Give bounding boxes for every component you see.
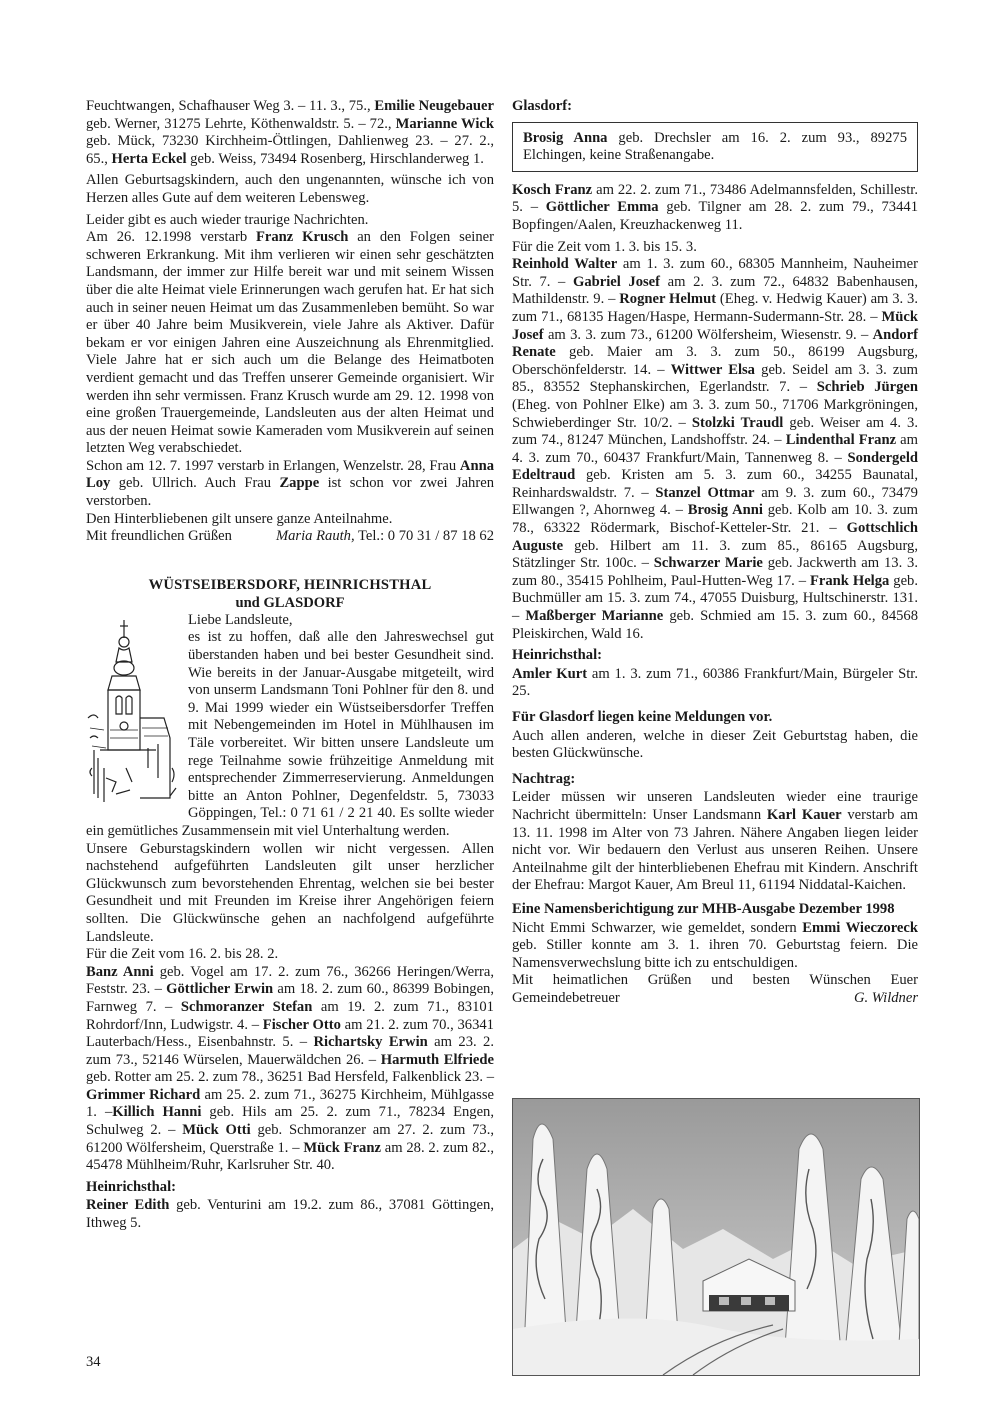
paragraph-heinrichsthal-right: Amler Kurt am 1. 3. zum 71., 60386 Frankfurt/Main, Bürgeler Str. 25.: [512, 665, 918, 700]
boxed-birthday-notice: Brosig Anna geb. Drechsler am 16. 2. zum 93., 89275 Elchingen, keine Straßenangabe.: [512, 122, 918, 172]
paragraph-best-wishes: Auch allen anderen, welche in dieser Zeit Geburtstag haben, die besten Glückwünsche.: [512, 727, 918, 762]
greeting-dear-countrymen: Liebe Landsleute,: [188, 611, 293, 628]
page-number: 34: [86, 1354, 101, 1370]
paragraph-birthday-intro: Unsere Geburstagskindern wollen wir nicht vergessen. Allen nachstehend aufgeführten Landsleuten gilt unser herzlicher Glückwunsch zum bevorstehenden Ehrentag, welchen sie bei bester Gesundheit und mit Freunden im Kreise ihrer Angehörigen feiern sollten. Die Glückwünsche gehen an nachfolgend aufgeführte Landsleute.: [86, 840, 494, 945]
paragraph-condolences: Den Hinterbliebenen gilt unsere ganze Anteilnahme.: [86, 510, 393, 527]
paragraph-sad-news: Leider gibt es auch wieder traurige Nachrichten.: [86, 211, 369, 228]
paragraph-signature-rauth: Mit freundlichen Grüßen Maria Rauth, Tel.: 0 70 31 / 87 18 62: [86, 528, 494, 545]
paragraph-birthdays-march: Reinhold Walter am 1. 3. zum 60., 68305 Mannheim, Nauheimer Str. 7. – Gabriel Josef am 2. 3. zum 72., 64832 Babenhausen, Mathildenstr. 9. – Rogner Helmut (Eheg. v. Hedwig Kauer) am 3. 3. zum 71., 68135 Hagen/Haspe, Hermann-Sudermann-Str. 28. – Mück Josef am 3. 3. zum 73., 61200 Wölfersheim, Wiesenstr. 9. – Andorf Renate geb. Maier am 3. 3. zum 50., 86199 Augsburg, Oberschönfelderstr. 14. – Wittwer Elsa geb. Seidel am 3. 3. zum 85., 83552 Stephanskirchen, Egerlandstr. 7. – Schrieb Jürgen (Eheg. von Pohlner Elke) am 3. 3. zum 50., 71706 Markgröningen, Schwieberdinger Str. 10/2. – Stolzki Traudl geb. Weiser am 4. 3. zum 74., 81247 München, Landshoffstr. 24. – Lindenthal Franz am 4. 3. zum 70., 60437 Frankfurt/Main, Tannenweg 8. – Sondergeld Edeltraud geb. Kristen am 5. 3. zum 60., 34255 Baunatal, Reinhardswaldstr. 7. – Stanzel Ottmar am 9. 3. zum 60., 73479 Ellwangen ?, Ahornweg 4. – Brosig Anni geb. Kolb am 10. 3. zum 78., 63322 Rödermark, Bischof-Ketteler-Str. 21. – Gottschlich Auguste geb. Hilbert am 11. 3. zum 85., 86165 Augsburg, Stätzlinger Str. 100c. – Schwarzer Marie geb. Jackwerth am 13. 3. zum 80., 35415 Pohlheim, Paul-Hutten-Weg 17. – Frank Helga geb. Buchmüller am 15. 3. zum 74., 47055 Duisburg, Hultschinerstr. 131. – Maßberger Marianne geb. Schmied am 15. 3. zum 60., 84568 Pleiskirchen, Wald 16.: [512, 256, 919, 642]
paragraph-meeting-announcement: es ist zu hoffen, daß alle den Jahreswechsel gut überstanden haben und bei bester Gesundheit sind. Wie bereits in der Januar-Ausgabe mitgeteilt, wird von unserm Landsmann Toni Pohlner für den 8. und 9. Mai 1999 wieder ein Wüstseibersdorfer Treffen mit Nebengemeinden im Hotel in Mühlhausen im Täle vorbereitet. Wir bitten unsere Landsleute um rege Teilnahme sowie frühzeitige Anmeldung mit entsprechender Zimmerreservierung. Anmeldungen bitte an Anton Pohlner, Degenfeldstr. 5, 73033 Göppingen, Tel.: 0 71 61 / 2 21 40. Es sollte wieder ein gemütliches Zusammensein mit viel Unterhaltung werden.: [86, 629, 494, 839]
paragraph-glasdorf-feb: Kosch Franz am 22. 2. zum 71., 73486 Adelmannsfelden, Schillestr. 5. – Göttlicher Emma geb. Tilgner am 28. 2. zum 79., 73441 Bopfingen/Aalen, Kreuzhackenweg 11.: [512, 181, 918, 233]
paragraph-wishes: Allen Geburtsagskindern, auch den ungenannten, wünsche ich von Herzen alles Gute auf dem weiteren Lebensweg.: [86, 172, 494, 206]
signature-wildner: G. Wildner: [853, 989, 918, 1006]
heading-no-reports: Für Glasdorf liegen keine Meldungen vor.: [512, 709, 773, 725]
winter-landscape-photo: [512, 1098, 920, 1376]
paragraph-correction: Nicht Emmi Schwarzer, wie gemeldet, sondern Emmi Wieczoreck geb. Stiller konnte am 3. 1. ihren 70. Geburtstag feiern. Die Namensverwechslung bitte ich zu entschuldigen.: [512, 919, 919, 971]
heading-nachtrag: Nachtrag:: [512, 770, 576, 787]
paragraph-obituary-krusch: Am 26. 12.1998 verstarb Franz Krusch an den Folgen seiner schweren Erkrankung. Mit ihm verlieren wir einen sehr geschätzten Landsmann, der immer zur Hilfe bereit war und mit seinem Wissen über die alte Heimat viele Erinnerungen wach gerufen hat. Er hat sich auch in seiner neuen Heimat um das Zusammenleben bemüht. So war er über 40 Jahre beim Musikverein, viele Jahre als Aktiver. Dafür bekam er vor einigen Jahren eine Auszeichnung als Ehrenmitglied. Viele Jahre hat er sich auch um die Belange des Heimatboten verdient gemacht und das Treffen unserer Gemeinde organisiert. Wir werden ihn sehr vermissen. Franz Krusch wurde am 29. 12. 1998 von eine großen Trauergemeinde, Landsleuten aus der alten Heimat und aus der neuen Heimat sowie Kameraden vom Musikverein auf seinen letzten Weg verabschiedet.: [86, 229, 494, 457]
section-subtitle: und GLASDORF: [235, 594, 345, 611]
paragraph-obituary-loy: Schon am 12. 7. 1997 verstarb in Erlangen, Wenzelstr. 28, Frau Anna Loy geb. Ullrich. Auch Frau Zappe ist schon vor zwei Jahren verstorben.: [86, 457, 494, 510]
paragraph-heinrichsthal-left: Reiner Edith geb. Venturini am 19.2. zum 86., 37081 Göttingen, Ithweg 5.: [86, 1197, 494, 1232]
left-column: [86, 98, 494, 1233]
paragraph-birthdays-feb: Banz Anni geb. Vogel am 17. 2. zum 76., 36266 Heringen/Werra, Feststr. 23. – Göttlicher Erwin am 18. 2. zum 60., 86399 Bobingen, Farnweg 7. – Schmoranzer Stefan am 19. 2. zum 71., 83101 Rohrdorf/Inn, Ludwigstr. 4. – Fischer Otto am 21. 2. zum 70., 36341 Lauterbach/Hess., Eisenbahnstr. 5. – Richartsky Erwin am 23. 2. zum 73., 52146 Würselen, Mauerwäldchen 26. – Harmuth Elfriede geb. Rotter am 25. 2. zum 78., 36251 Bad Hersfeld, Falkenblick 23. – Grimmer Richard am 25. 2. zum 71., 36275 Kirchheim, Mühlgasse 1. –Killich Hanni geb. Hils am 25. 2. zum 71., 78234 Engen, Schulweg 2. – Mück Otti geb. Schmoranzer am 27. 2. zum 73., 61200 Wölfersheim, Querstraße 1. – Mück Franz am 28. 2. zum 82., 45478 Mühlheim/Ruhr, Karlsruher Str. 40.: [86, 963, 495, 1174]
right-column: [512, 98, 918, 1008]
period-feb: Für die Zeit vom 16. 2. bis 28. 2.: [86, 946, 279, 963]
section-title: WÜSTSEIBERSDORF, HEINRICHSTHAL: [148, 576, 432, 593]
heading-heinrichsthal-left: Heinrichsthal:: [86, 1178, 176, 1195]
heading-heinrichsthal-right: Heinrichsthal:: [512, 647, 602, 664]
heading-correction: Eine Namensberichtigung zur MHB-Ausgabe Dezember 1998: [512, 900, 895, 917]
paragraph-closing: Mit heimatlichen Grüßen und besten Wünschen Euer Gemeindebetreuer: [512, 972, 918, 1006]
winter-photo-graphic: [513, 1099, 919, 1375]
paragraph-nachtrag: Leider müssen wir unseren Landsleuten wieder eine traurige Nachricht übermitteln: Unser Landsmann Karl Kauer verstarb am 13. 11. 1998 im Alter von 73 Jahren. Nähere Angaben liegen leider nicht vor. Wir bedauern den Verlust aus unseren Reihen. Unsere Anteilnahme gilt der hinterbliebenen Ehefrau mit Kindern. Anschrift der Ehefrau: Margot Kauer, Am Breul 11, 61194 Niddatal-Kaichen.: [512, 789, 918, 894]
heading-glasdorf: Glasdorf:: [512, 98, 572, 114]
period-march: Für die Zeit vom 1. 3. bis 15. 3.: [512, 238, 697, 255]
church-illustration: [86, 618, 182, 808]
paragraph-birthdays-continued: Feuchtwangen, Schafhauser Weg 3. – 11. 3., 75., Emilie Neugebauer geb. Werner, 31275 Lehrte, Köthenwaldstr. 5. – 72., Marianne Wick geb. Mück, 73230 Kirchheim-Öttlingen, Dahlienweg 23. – 27. 2., 65., Herta Eckel geb. Weiss, 73494 Rosenberg, Hirschlanderweg 1.: [86, 98, 494, 167]
